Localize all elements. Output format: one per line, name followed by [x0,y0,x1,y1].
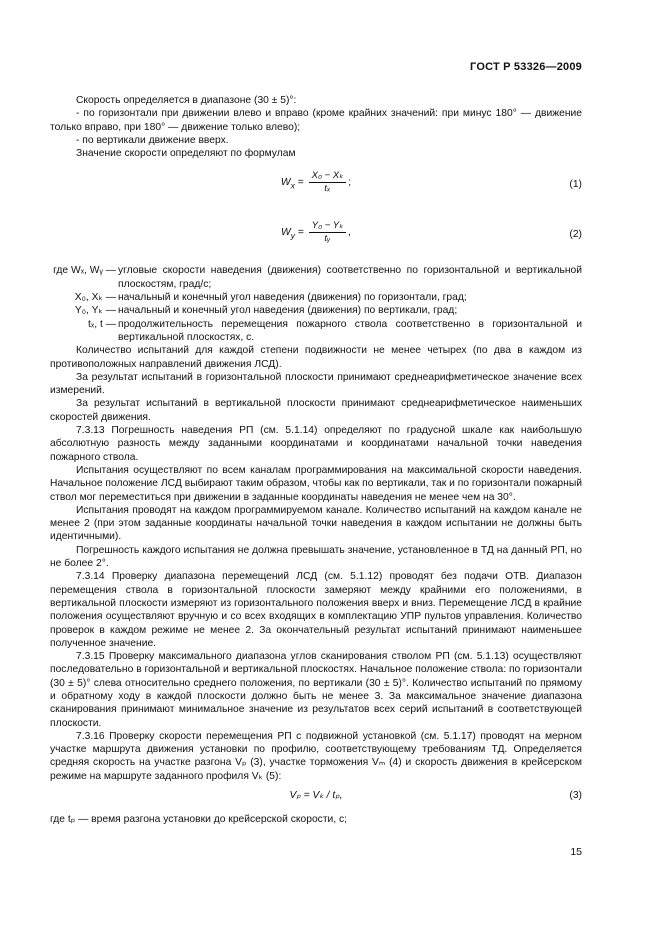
formula-2-number: (2) [569,229,582,241]
formulas-intro: Значение скорости определяют по формулам [76,148,296,160]
paragraph: Испытания проводят на каждом программируемом канале. Количество испытаний на каждом канале не менее 2 (при этом заданные координаты начальной точки наведения в каждом испытании не должны быть идентичными). [50,504,582,543]
definition-symbol: tₓ, t — [88,318,116,330]
formula-2-lhs: W [280,227,291,239]
definition-text: продолжительность перемещения пожарного ствола соответственно в горизонтальной и вертикальной плоскостях, с. [118,318,582,343]
symbol-definitions [50,264,582,344]
formula-2 [50,214,582,260]
formula-2-eq: = [295,227,307,239]
page-number: 15 [570,846,582,858]
definition-row [50,318,582,345]
definition-symbol: Y₀, Yₖ — [74,305,116,317]
formula-2-denominator: tᵧ [324,233,331,245]
speed-intro: Скорость определяется в диапазоне (30 ± 5)°: [76,95,297,106]
formula-1-numerator: X₀ − Xₖ [309,170,347,183]
last-definition: где tₚ — время разгона установки до крейсерской скорости, с; [50,814,348,826]
paragraph-7-3-14: 7.3.14 Проверку диапазона перемещений ЛСД (см. 5.1.12) проводят без подачи ОТВ. Диапазон перемещения ствола в горизонтальной плоскости замеряют между крайними его положениями, в вертикальной плоскости измеряют из горизонтального положения вверх и вниз. Перемещение ЛСД в крайние положения осуществляют вручную и со всех входящих в комплектацию УПР пультов управления. Количество проверок в каждом режиме не менее 2. За окончательный результат испытаний принимают наименьшее полученное значение. [50,571,582,649]
formula-2-tail: , [348,227,352,239]
paragraph: Погрешность каждого испытания не должна превышать значение, установленное в ТД на данный РП, но не более 2°. [50,544,582,570]
formula-1-lhs-sub: x [290,180,295,191]
speed-item-horizontal: - по горизонтали при движении влево и вправо (кроме крайних значений: при минус 180° — движение только вправо, при 180° — движение только влево); [50,108,582,133]
formula-1-lhs: W [280,177,291,189]
formula-3-number: (3) [569,790,582,802]
paragraph: Количество испытаний для каждой степени подвижности не менее четырех (по два в каждом из противоположных направлений движения ЛСД). [50,345,582,370]
formula-2-lhs-sub: y [290,230,295,241]
definition-row [50,291,582,304]
formula-2-numerator: Y₀ − Yₖ [309,220,346,233]
definition-row [50,264,582,291]
formula-1-tail: ; [348,177,352,189]
paragraph-7-3-13: 7.3.13 Погрешность наведения РП (см. 5.1.14) определяют по градусной шкале как наибольшую абсолютную разность между заданными координатами и координатами начальной точки наведения пожарного ствола. [50,425,582,463]
document-header: ГОСТ Р 53326—2009 [470,61,582,73]
speed-item-vertical: - по вертикали движение вверх. [76,134,229,146]
definition-symbol: где Wₓ, Wᵧ — [53,265,116,277]
formula-1-number: (1) [569,179,582,191]
formula-1-denominator: tₓ [324,183,331,195]
formula-3 [50,787,582,809]
paragraph: Испытания осуществляют по всем каналам программирования на максимальной скорости наведения. Начальное положение ЛСД выбирают таким образом, чтобы как по вертикали, так и по горизонтали пожарный ствол мог переместиться при движении в заданные координаты наведения не менее чем на 30°. [50,464,582,503]
definition-text: начальный и конечный угол наведения (движения) по вертикали, град; [118,305,458,317]
paragraph: За результат испытаний в горизонтальной плоскости принимают среднеарифметическое значение всех измерений. [50,371,582,397]
paragraph-7-3-15: 7.3.15 Проверку максимального диапазона углов сканирования стволом РП (см. 5.1.13) осуществляют последовательно в горизонтальной и вертикальной плоскостях. Начальное положение ствола: по горизонтали (30 ± 5)° слева относительно среднего положения, по вертикали (30 ± 5)°. Количество испытаний по прямому и обратному ходу в каждой плоскости должно быть не менее 3. За максимальное значение диапазона сканирования принимают минимальное значение из результатов всех серий испытаний в соответствующей плоскости. [50,651,582,729]
definition-text: начальный и конечный угол наведения (движения) по горизонтали, град; [118,292,467,304]
formula-1 [50,164,582,210]
paragraph-7-3-16: 7.3.16 Проверку скорости перемещения РП с подвижной установкой (см. 5.1.17) проводят на мерном участке маршрута движения установки по профилю, соответствующему требованиям ТД. Определяется средняя скорость на участке разгона Vₚ (3), участке торможения Vₘ (4) и скорость движения в крейсерском режиме на маршруте заданного профиля Vₖ (5): [50,730,582,782]
formula-2-fraction [309,220,346,245]
definition-symbol: X₀, Xₖ — [74,292,116,304]
formula-1-fraction [309,170,347,195]
paragraph: За результат испытаний в вертикальной плоскости принимают среднеарифметическое наименьших скоростей движения. [50,398,582,423]
definition-row [50,304,582,317]
formula-3-expression: Vₚ = Vₖ / tₚ, [289,790,343,802]
page-body [50,94,582,826]
definition-text: угловые скорости наведения (движения) соответственно по горизонтальной и вертикальной плоскостям, град/с; [118,265,582,290]
formula-1-eq: = [294,177,307,189]
